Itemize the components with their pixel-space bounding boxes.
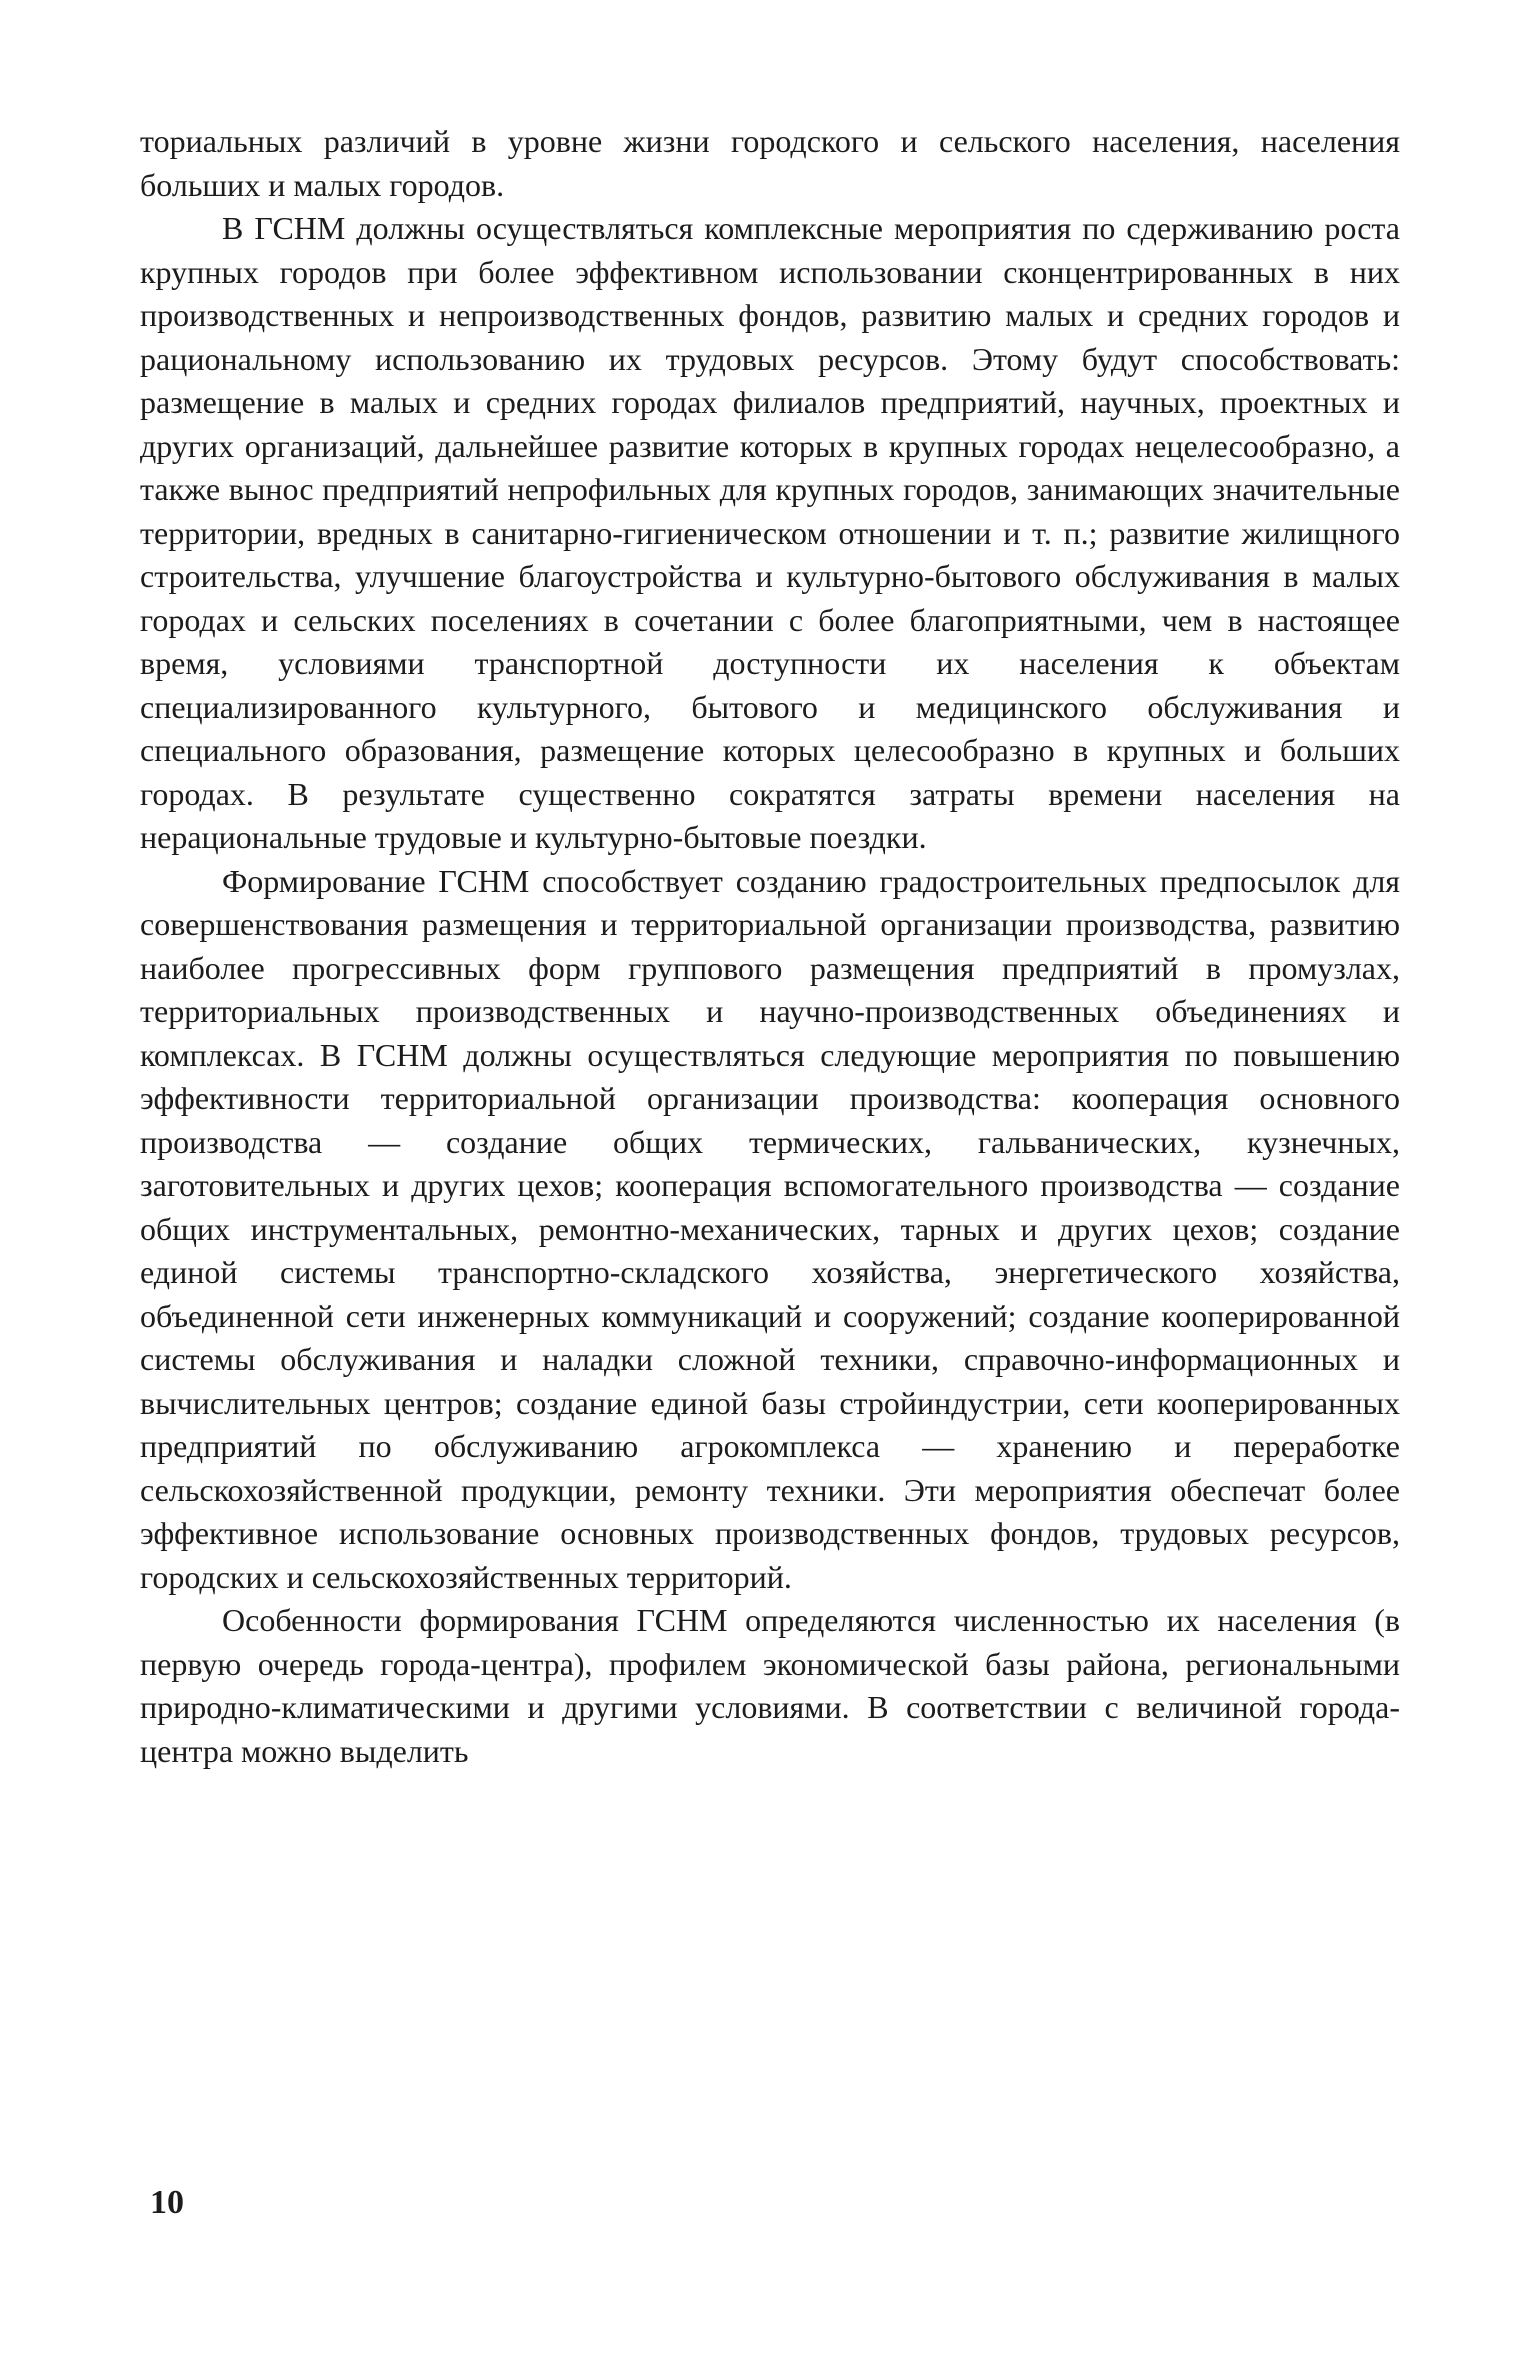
page-number: 10	[150, 2184, 184, 2221]
page-body	[140, 120, 1400, 1773]
paragraph-measures: В ГСНМ должны осуществляться комплексные мероприятия по сдерживанию роста крупных городов при более эффективном использовании сконцентрированных в них производственных и непроизводственных фондов, развитию малых и средних городов и рациональному использованию их трудовых ресурсов. Этому будут способствовать: размещение в малых и средних городах филиалов предприятий, научных, проектных и других организаций, дальнейшее развитие которых в крупных городах нецелесообразно, а также вынос предприятий непрофильных для крупных городов, занимающих значительные территории, вредных в санитарно-гигиеническом отношении и т. п.; развитие жилищного строительства, улучшение благоустройства и культурно-бытового обслуживания в малых городах и сельских поселениях в сочетании с более благоприятными, чем в настоящее время, условиями транспортной доступности их населения к объектам специализированного культурного, бытового и медицинского обслуживания и специального образования, размещение которых целесообразно в крупных и больших городах. В результате существенно сократятся затраты времени населения на нерациональные трудовые и культурно-бытовые поездки.	[140, 210, 1400, 855]
paragraph-continuation: ториальных различий в уровне жизни городского и сельского населения, населения больших и малых городов.	[140, 123, 1400, 203]
paragraph-formation: Формирование ГСНМ способствует созданию градостроительных предпосылок для совершенствования размещения и территориальной организации производства, развитию наиболее прогрессивных форм группового размещения предприятий в промузлах, территориальных производственных и научно-производственных объединениях и комплексах. В ГСНМ должны осуществляться следующие мероприятия по повышению эффективности территориальной организации производства: кооперация основного производства — создание общих термических, гальванических, кузнечных, заготовительных и других цехов; кооперация вспомогательного производства — создание общих инструментальных, ремонтно-механических, тарных и других цехов; создание единой системы транспортно-складского хозяйства, энергетического хозяйства, объединенной сети инженерных коммуникаций и сооружений; создание кооперированной системы обслуживания и наладки сложной техники, справочно-информационных и вычислительных центров; создание единой базы стройиндустрии, сети кооперированных предприятий по обслуживанию агрокомплекса — хранению и переработке сельскохозяйственной продукции, ремонту техники. Эти мероприятия обеспечат более эффективное использование основных производственных фондов, трудовых ресурсов, городских и сельскохозяйственных территорий.	[140, 862, 1400, 1595]
paragraph-features: Особенности формирования ГСНМ определяются численностью их населения (в первую очередь города-центра), профилем экономической базы района, региональными природно-климатическими и другими условиями. В соответствии с величиной города-центра можно выделить	[140, 1602, 1400, 1769]
